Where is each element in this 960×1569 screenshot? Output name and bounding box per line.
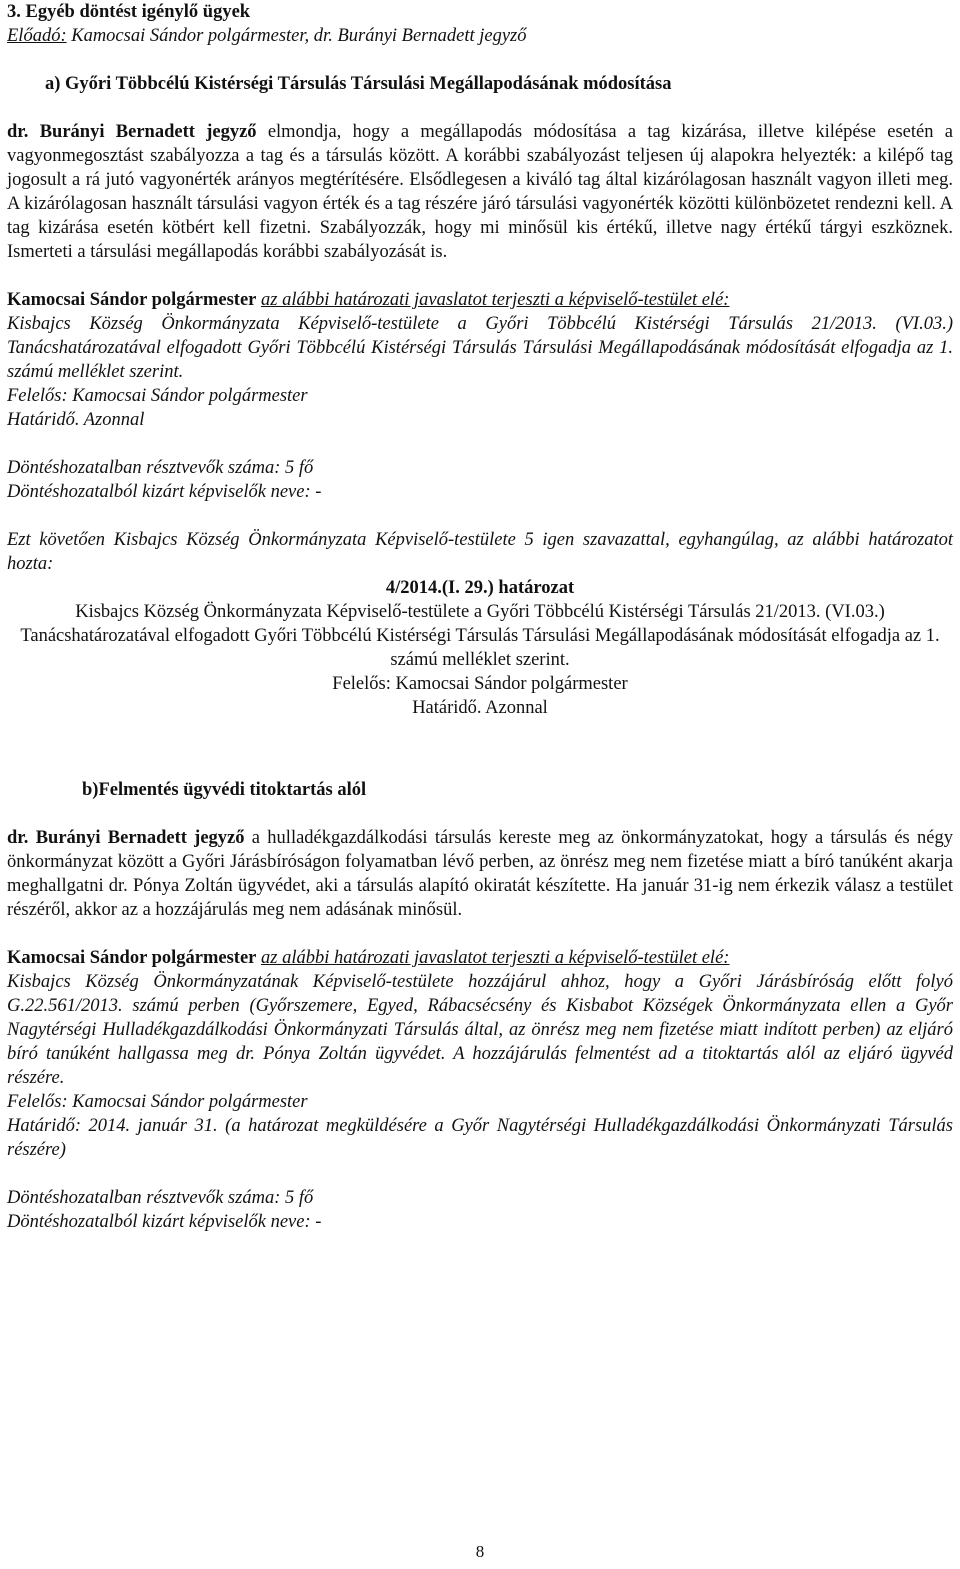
item-a-title: a) Győri Többcélú Kistérségi Társulás Társulási Megállapodásának módosítása (45, 74, 672, 94)
item-a-participants: Döntéshozatalban résztvevők száma: 5 fő (7, 458, 314, 478)
page-number: 8 (475, 1542, 485, 1561)
item-a-excluded: Döntéshozatalból kizárt képviselők neve: - (7, 482, 322, 502)
item-a-vote-text: Ezt követően Kisbajcs Község Önkormányzata Képviselő-testülete 5 igen szavazattal, egyhangúlag, az alábbi határozatot hozta: (7, 530, 953, 574)
item-a-resolution-text: Kisbajcs Község Önkormányzata Képviselő-testülete a Győri Többcélú Kistérségi Társulás 21/2013. (VI.03.) Tanácshatározatával elfogadott Győri Többcélú Kistérségi Társulás Társulási Megállapodásának módosítását elfogadja az 1. számú melléklet szerint. (20, 602, 940, 670)
item-a-proposal-heading (7, 288, 953, 312)
item-a-responsible: Felelős: Kamocsai Sándor polgármester (7, 386, 308, 406)
item-b-title: b)Felmentés ügyvédi titoktartás alól (82, 780, 367, 800)
item-b-report (7, 826, 953, 922)
document-body (7, 0, 953, 1234)
item-a-proposal-text: Kisbajcs Község Önkormányzata Képviselő-testülete a Győri Többcélú Kistérségi Társulás 21/2013. (VI.03.) Tanácshatározatával elfogadott Győri Többcélú Kistérségi Társulás Társulási Megállapodásának módosítását elfogadja az 1. számú melléklet szerint. (7, 314, 953, 382)
item-b-proposal-heading (7, 946, 953, 970)
item-a-proposal-intro: az alábbi határozati javaslatot terjeszti a képviselő-testület elé: (261, 290, 730, 310)
item-b-proposal-intro: az alábbi határozati javaslatot terjeszti a képviselő-testület elé: (261, 948, 730, 968)
item-a-speaker: dr. Burányi Bernadett jegyző (7, 122, 257, 142)
item-b-proposer: Kamocsai Sándor polgármester (7, 948, 257, 968)
item-b-report-text: a hulladékgazdálkodási társulás kereste meg az önkormányzatokat, hogy a társulás és négy önkormányzat között a Győri Járásbíróságon folyamatban lévő perben, az önrész meg nem fizetése miatt a bíró tanúként akarja meghallgatni dr. Pónya Zoltán ügyvédet, aki a társulás alapító okiratát készítette. Ha január 31-ig nem érkezik válasz a testület részéről, akkor az a hozzájárulás meg nem adásának minősül. (7, 828, 953, 920)
item-b-proposal-text: Kisbajcs Község Önkormányzatának Képviselő-testülete hozzájárul ahhoz, hogy a Győri Járásbíróság előtt folyó G.22.561/2013. számú perben (Győrszemere, Egyed, Rábacsécsény és Kisbabot Községek Önkormányzata ellen a Győr Nagytérségi Hulladékgazdálkodási Önkormányzati Társulás által, az önrész meg nem fizetése miatt indított perben) az eljáró bíró tanúként hallgassa meg dr. Pónya Zoltán ügyvédet. A hozzájárulás felmentést ad a titoktartás alól az eljáró ügyvéd részére. (7, 972, 953, 1088)
item-a-resolution-deadline: Határidő. Azonnal (412, 698, 548, 718)
presenter-line (7, 24, 953, 48)
item-b-deadline: Határidő: 2014. január 31. (a határozat megküldésére a Győr Nagytérségi Hulladékgazdálkodási Önkormányzati Társulás részére) (7, 1116, 953, 1160)
item-b-responsible: Felelős: Kamocsai Sándor polgármester (7, 1092, 308, 1112)
section-heading: 3. Egyéb döntést igénylő ügyek (7, 2, 251, 22)
presenter-label: Előadó: (7, 26, 67, 46)
item-b-participants: Döntéshozatalban résztvevők száma: 5 fő (7, 1188, 314, 1208)
item-a-report (7, 120, 953, 264)
item-a-deadline: Határidő. Azonnal (7, 410, 145, 430)
presenter-names: Kamocsai Sándor polgármester, dr. Burányi Bernadett jegyző (66, 26, 527, 46)
item-a-resolution-responsible: Felelős: Kamocsai Sándor polgármester (332, 674, 628, 694)
item-b-speaker: dr. Burányi Bernadett jegyző (7, 828, 245, 848)
item-a-report-text: elmondja, hogy a megállapodás módosítása a tag kizárása, illetve kilépése esetén a vagyonmegosztást szabályozza a tag és a társulás között. A korábbi szabályozást teljesen új alapokra helyezték: a kilépő tag jogosult a rá jutó vagyonérték arányos megtérítésére. Elsődlegesen a kiváló tag által kizárólagosan használt vagyon illeti meg. A kizárólagosan használt társulási vagyon érték és a tag részére járó társulási vagyonérték közötti különbözetet rendezni kell. A tag kizárása esetén kötbért kell fizetni. Szabályozzák, hogy mi minősül kis értékű, illetve nagy értékű tárgyi eszköznek. Ismerteti a társulási megállapodás korábbi szabályozását is. (7, 122, 953, 262)
item-a-resolution-number: 4/2014.(I. 29.) határozat (385, 578, 575, 598)
item-a-proposer: Kamocsai Sándor polgármester (7, 290, 257, 310)
item-b-excluded: Döntéshozatalból kizárt képviselők neve: - (7, 1212, 322, 1232)
